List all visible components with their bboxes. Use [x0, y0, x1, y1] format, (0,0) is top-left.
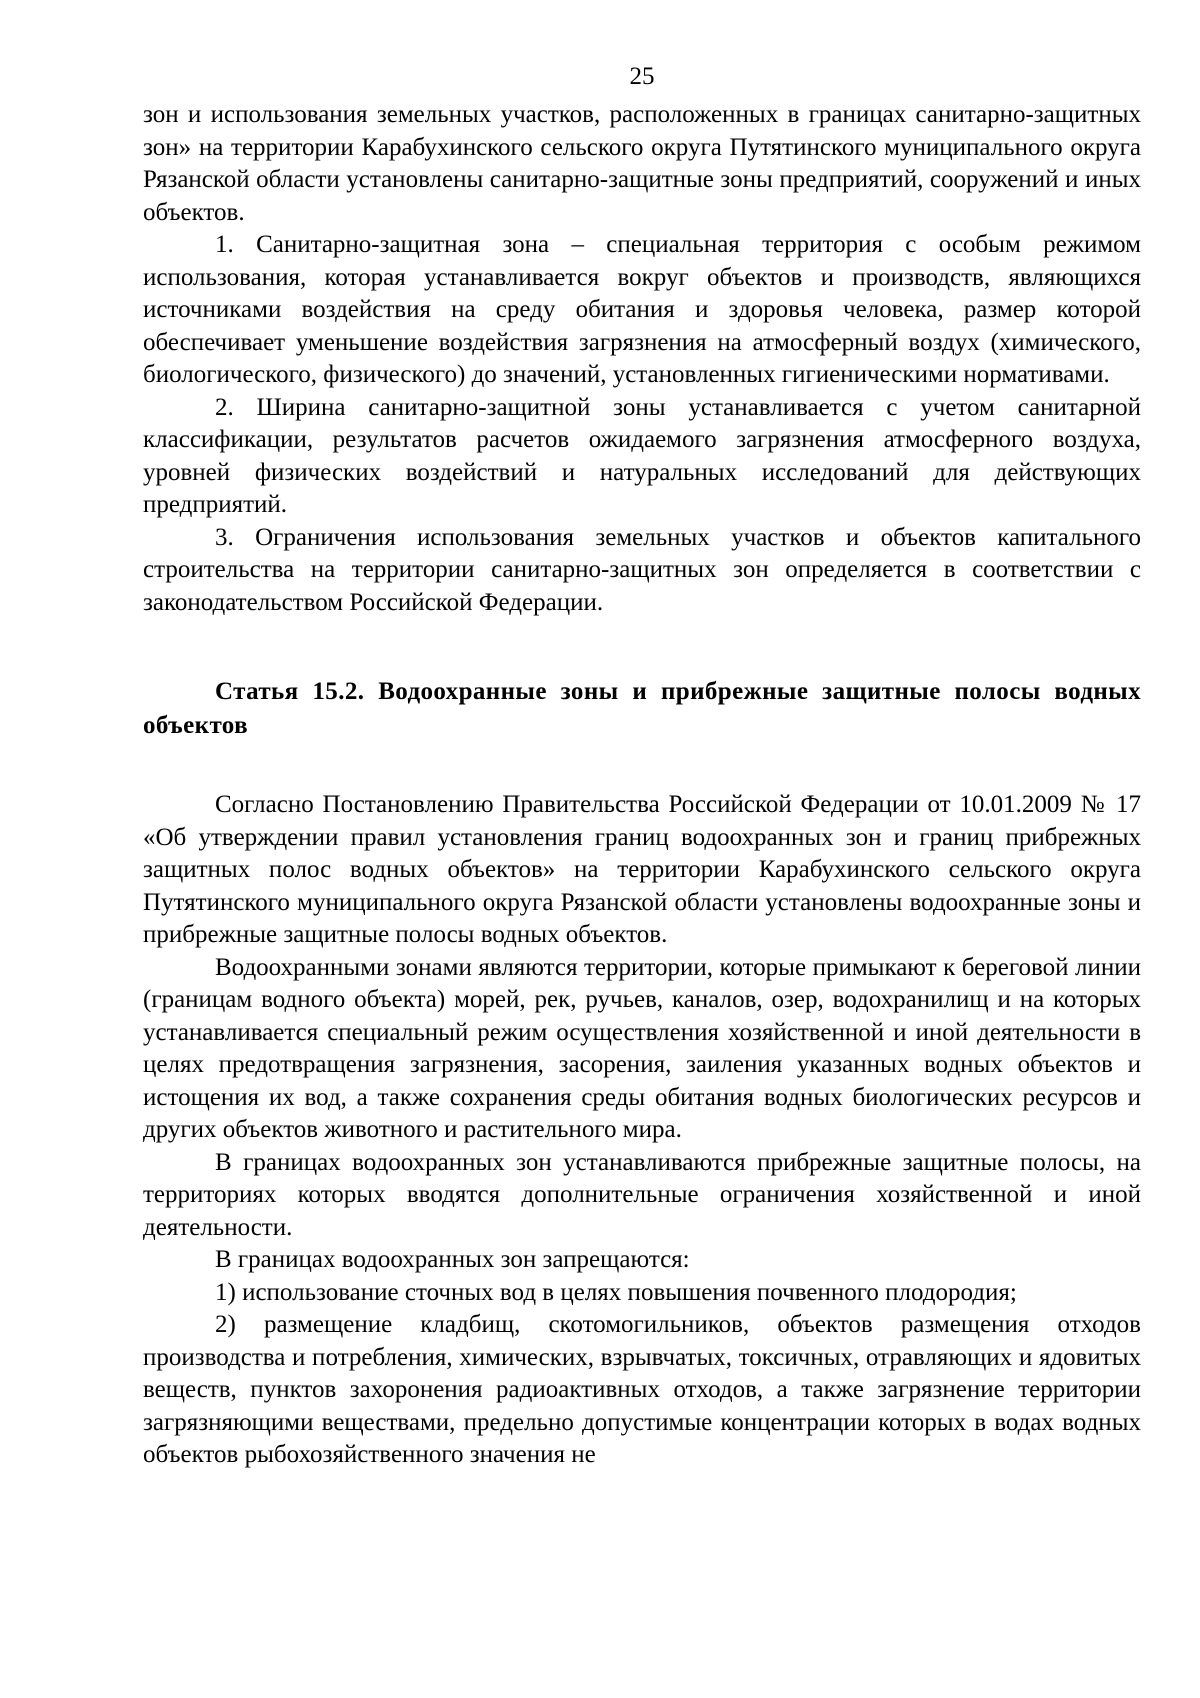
paragraph-continuation: зон и использования земельных участков, расположенных в границах санитарно-защитных зон» на территории Карабухинского сельского округа Путятинского муниципального округа Рязанской области установлены санитарно-защитные зоны предприятий, сооружений и иных объектов.	[143, 101, 1141, 226]
paragraph-item-2: 2. Ширина санитарно-защитной зоны устанавливается с учетом санитарной классификации, результатов расчетов ожидаемого загрязнения атмосферного воздуха, уровней физических воздействий и натуральных исследований для действующих предприятий.	[143, 393, 1141, 518]
list-item-1: 1) использование сточных вод в целях повышения почвенного плодородия;	[215, 1278, 1017, 1306]
sanitary-zones-section	[143, 99, 1141, 619]
paragraph-resolution: Согласно Постановлению Правительства Российской Федерации от 10.01.2009 № 17 «Об утверждении правил установления границ водоохранных зон и границ прибрежных защитных полос водных объектов» на территории Карабухинского сельского округа Путятинского муниципального округа Рязанской области установлены водоохранные зоны и прибрежные защитные полосы водных объектов.	[143, 791, 1141, 948]
list-item-2: 2) размещение кладбищ, скотомогильников, объектов размещения отходов производства и потребления, химических, взрывчатых, токсичных, отравляющих и ядовитых веществ, пунктов захоронения радиоактивных отходов, а также загрязнение территории загрязняющими веществами, предельно допустимые концентрации которых в водах водных объектов рыбохозяйственного значения не	[143, 1311, 1141, 1468]
paragraph-item-1: 1. Санитарно-защитная зона – специальная территория с особым режимом использования, которая устанавливается вокруг объектов и производств, являющихся источниками воздействия на среду обитания и здоровья человека, размер которой обеспечивает уменьшение воздействия загрязнения на атмосферный воздух (химического, биологического, физического) до значений, установленных гигиеническими нормативами.	[143, 231, 1141, 388]
article-heading: Статья 15.2. Водоохранные зоны и прибрежные защитные полосы водных объектов	[143, 678, 1141, 739]
paragraph-item-3: 3. Ограничения использования земельных участков и объектов капитального строительства на территории санитарно-защитных зон определяется в соответствии с законодательством Российской Федерации.	[143, 523, 1141, 616]
document-page	[143, 62, 1141, 1472]
page-number: 25	[629, 63, 655, 90]
paragraph-coastal-strips: В границах водоохранных зон устанавливаются прибрежные защитные полосы, на территориях которых вводятся дополнительные ограничения хозяйственной и иной деятельности.	[143, 1148, 1141, 1241]
paragraph-definition: Водоохранными зонами являются территории, которые примыкают к береговой линии (границам водного объекта) морей, рек, ручьев, каналов, озер, водохранилищ и на которых устанавливается специальный режим осуществления хозяйственной и иной деятельности в целях предотвращения загрязнения, засорения, заиления указанных водных объектов и истощения их вод, а также сохранения среды обитания водных биологических ресурсов и других объектов животного и растительного мира.	[143, 953, 1141, 1143]
water-protection-section	[143, 789, 1141, 1472]
paragraph-prohibitions-intro: В границах водоохранных зон запрещаются:	[215, 1246, 690, 1273]
